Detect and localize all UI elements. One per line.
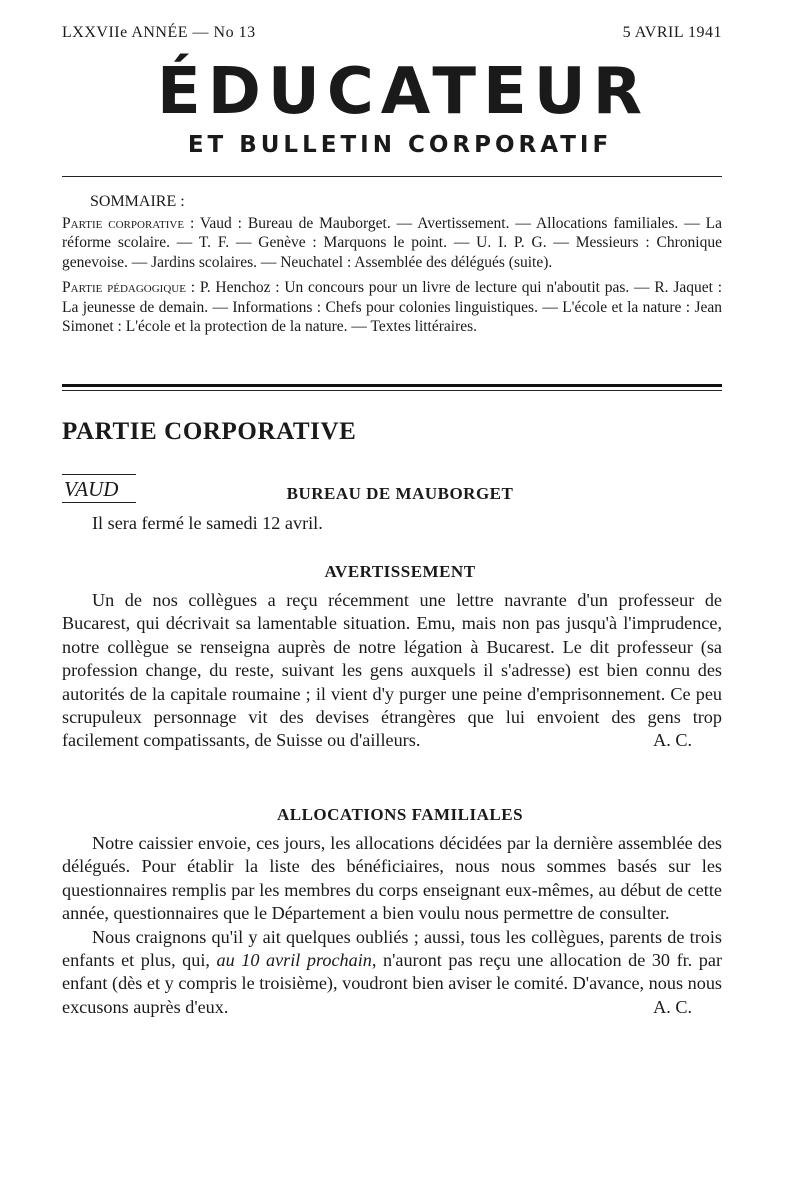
section-title: PARTIE CORPORATIVE <box>62 418 357 445</box>
toc-corporative-label: Partie corporative <box>62 214 185 232</box>
toc-pedagogique-label: Partie pédagogique <box>62 279 186 296</box>
article-title-bureau: BUREAU DE MAUBORGET <box>286 484 514 503</box>
toc-pedagogique <box>62 278 722 337</box>
article-bureau-text: Il sera fermé le samedi 12 avril. <box>92 513 323 533</box>
journal-subtitle: ET BULLETIN CORPORATIF <box>187 132 613 158</box>
article-title-avertissement: AVERTISSEMENT <box>324 562 476 581</box>
article-bureau <box>62 512 722 535</box>
article-allocations <box>62 832 722 1019</box>
toc-pedagogique-text: : P. Henchoz : Un concours pour un livre de lecture qui n'aboutit pas. — R. Jaquet : La jeunesse de demain. — Informations : Chefs pour colonies linguistiques. — L'école et la nature : Jean Simonet : L'école et la protection de la nature. — Textes littéraires. <box>62 279 723 335</box>
allocations-p2-italic: au 10 avril prochain <box>216 950 372 971</box>
article-avertissement-text <box>62 589 722 753</box>
table-of-contents <box>62 192 722 343</box>
allocations-p2-end: , n'auront pas reçu une allocation de 30 fr. par enfant (dès et y compris le troisième), voudront bien aviser le comité. D'avance, nous nous excusons auprès d'eux. <box>62 950 722 1017</box>
article-title-allocations: ALLOCATIONS FAMILIALES <box>276 805 524 824</box>
toc-corporative <box>62 214 722 273</box>
double-rule-top <box>62 384 722 387</box>
allocations-p2-start: Nous craignons qu'il y ait quelques oubliés ; aussi, tous les collègues, parents de trois enfants et plus, qui, <box>62 926 722 971</box>
toc-corporative-text: : Vaud : Bureau de Mauborget. — Avertissement. — Allocations familiales. — La réforme scolaire. — T. F. — Genève : Marquons le point. — U. I. P. G. — Messieurs : Chronique genevoise. — Jardins scolaires. — Neuchatel : Assemblée des délégués (suite). <box>62 214 722 271</box>
signature: A. C. <box>653 730 692 751</box>
issue-number: LXXVIIe ANNÉE — No 13 <box>62 24 256 41</box>
issue-date: 5 AVRIL 1941 <box>622 24 722 41</box>
double-rule-bottom <box>62 390 722 391</box>
avertissement-paragraph: Un de nos collègues a reçu récemment une lettre navrante d'un professeur de Bucarest, qui décrivait sa lamentable situation. Emu, mais non pas jusqu'à l'imprudence, notre collègue se renseigna auprès de notre légation à Bucarest. Le dit professeur (sa profession change, du reste, suivant les gens auxquels il s'adresse) est bien connu des autorités de la capitale roumaine ; il vient d'y purger une peine d'emprisonnement. Ce peu scrupuleux personnage vit des devises étrangères que lui envoient des gens trop facilement compatissants, de Suisse ou d'ailleurs. <box>62 590 722 751</box>
journal-title: ÉDUCATEUR <box>157 55 649 129</box>
canton-label: VAUD <box>62 474 136 503</box>
masthead <box>0 52 800 160</box>
divider <box>62 176 722 177</box>
article-avertissement <box>62 589 722 753</box>
allocations-paragraph-1: Notre caissier envoie, ces jours, les allocations décidées par la dernière assemblée des délégués. Pour établir la liste des bénéficiaires, nous nous sommes basés sur les questionnaires remplis par les membres du corps enseignant eux-mêmes, au début de cette année, questionnaires que le Département a bien voulu nous permettre de consulter. <box>62 833 722 924</box>
toc-heading: SOMMAIRE : <box>90 193 185 210</box>
signature: A. C. <box>653 996 692 1017</box>
allocations-paragraph-2 <box>62 926 722 1020</box>
